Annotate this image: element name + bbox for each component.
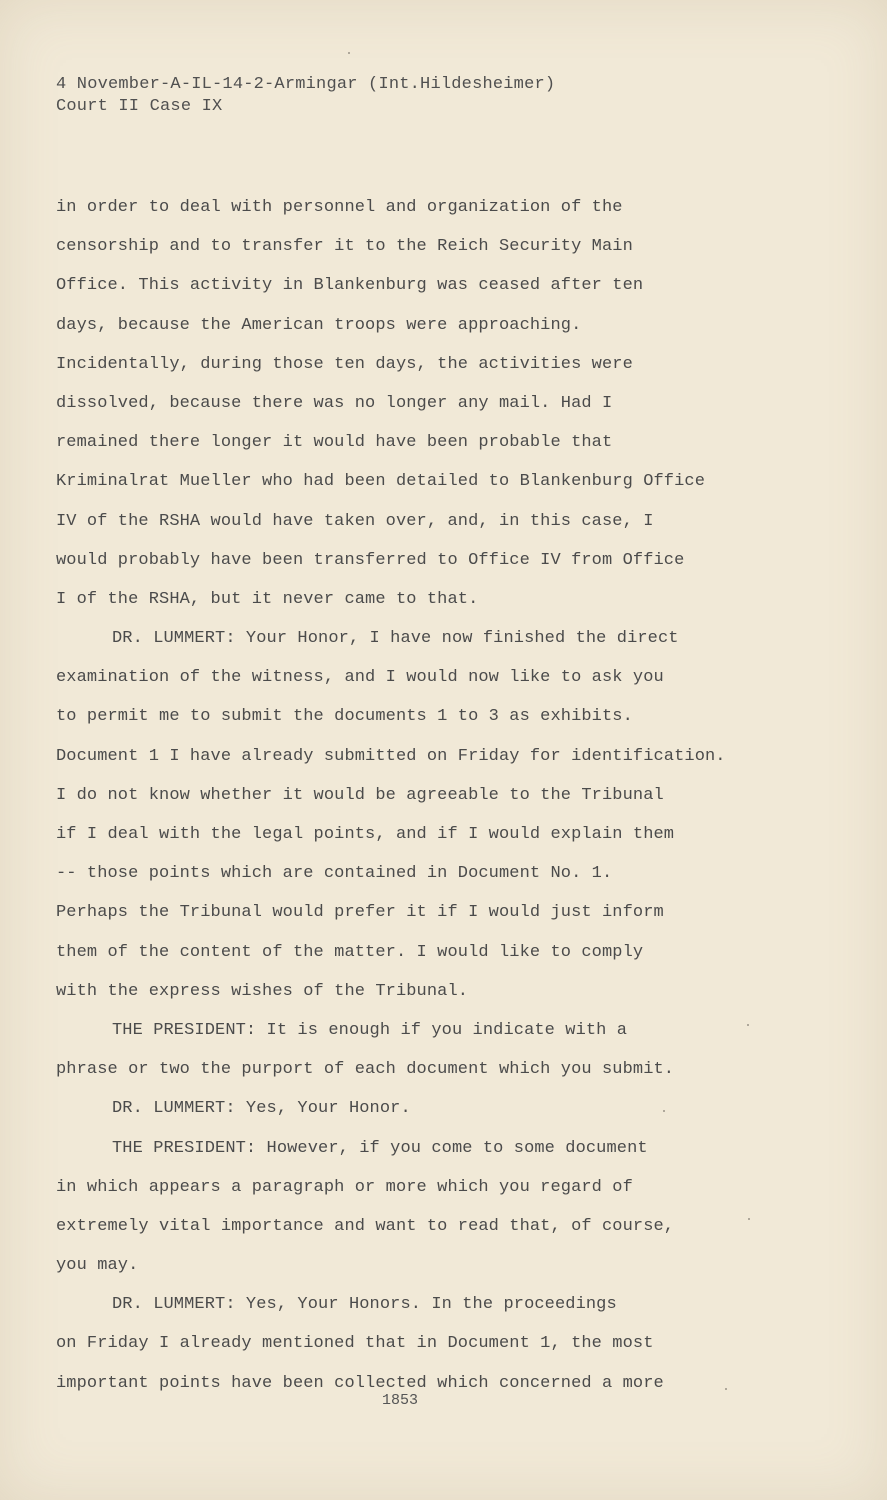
transcript-line: THE PRESIDENT: It is enough if you indicate with a <box>112 1020 628 1040</box>
transcript-line: DR. LUMMERT: Yes, Your Honors. In the proceedings <box>112 1295 617 1315</box>
paper-speck <box>725 1388 727 1390</box>
transcript-line: Perhaps the Tribunal would prefer it if I would just inform <box>56 903 664 923</box>
transcript-line: in which appears a paragraph or more which you regard of <box>56 1177 633 1197</box>
transcript-line: censorship and to transfer it to the Reich Security Main <box>56 237 633 257</box>
transcript-line: Document 1 I have already submitted on Friday for identification. <box>56 746 726 766</box>
transcript-line: if I deal with the legal points, and if I would explain them <box>56 825 675 844</box>
transcript-line: examination of the witness, and I would now like to ask you <box>56 668 664 688</box>
paper-speck <box>348 52 350 54</box>
transcript-line: THE PRESIDENT: However, if you come to some document <box>112 1138 648 1158</box>
transcript-line: Office. This activity in Blankenburg was ceased after ten <box>56 276 644 296</box>
transcript-line: important points have been collected which concerned a more <box>56 1373 664 1393</box>
transcript-line: dissolved, because there was no longer any mail. Had I <box>56 393 613 413</box>
transcript-line: them of the content of the matter. I would like to comply <box>56 942 644 962</box>
transcript-line: DR. LUMMERT: Yes, Your Honor. <box>112 1099 411 1119</box>
transcript-line: DR. LUMMERT: Your Honor, I have now finished the direct <box>112 629 679 649</box>
transcript-line: you may. <box>56 1256 139 1276</box>
transcript-line: with the express wishes of the Tribunal. <box>56 981 469 1001</box>
page-number: 1853 <box>381 1392 418 1409</box>
transcript-line: extremely vital importance and want to read that, of course, <box>56 1216 675 1236</box>
paper-speck <box>747 1024 749 1026</box>
transcript-line: remained there longer it would have been probable that <box>56 433 613 453</box>
transcript-line: would probably have been transferred to Office IV from Office <box>56 550 685 570</box>
transcript-line: in order to deal with personnel and organization of the <box>56 198 623 217</box>
transcript-line: I do not know whether it would be agreeable to the Tribunal <box>56 785 664 805</box>
paper-speck <box>663 1110 665 1112</box>
header-court-case-line: Court II Case IX <box>56 97 223 116</box>
transcript-line: I of the RSHA, but it never came to that. <box>56 589 479 609</box>
transcript-body <box>56 188 836 1403</box>
paper-speck <box>748 1218 750 1220</box>
transcript-line: phrase or two the purport of each document which you submit. <box>56 1060 675 1080</box>
transcript-line: to permit me to submit the documents 1 to 3 as exhibits. <box>56 707 633 727</box>
header-session-line: 4 November-A-IL-14-2-Armingar (Int.Hildesheimer) <box>56 75 556 94</box>
transcript-line: -- those points which are contained in Document No. 1. <box>56 864 613 884</box>
transcript-line: Kriminalrat Mueller who had been detailed to Blankenburg Office <box>56 472 706 492</box>
transcript-line: IV of the RSHA would have taken over, and, in this case, I <box>56 511 654 531</box>
transcript-line: days, because the American troops were approaching. <box>56 315 582 335</box>
transcript-line: on Friday I already mentioned that in Document 1, the most <box>56 1334 654 1354</box>
document-header <box>56 74 555 118</box>
transcript-line: Incidentally, during those ten days, the activities were <box>56 354 633 374</box>
